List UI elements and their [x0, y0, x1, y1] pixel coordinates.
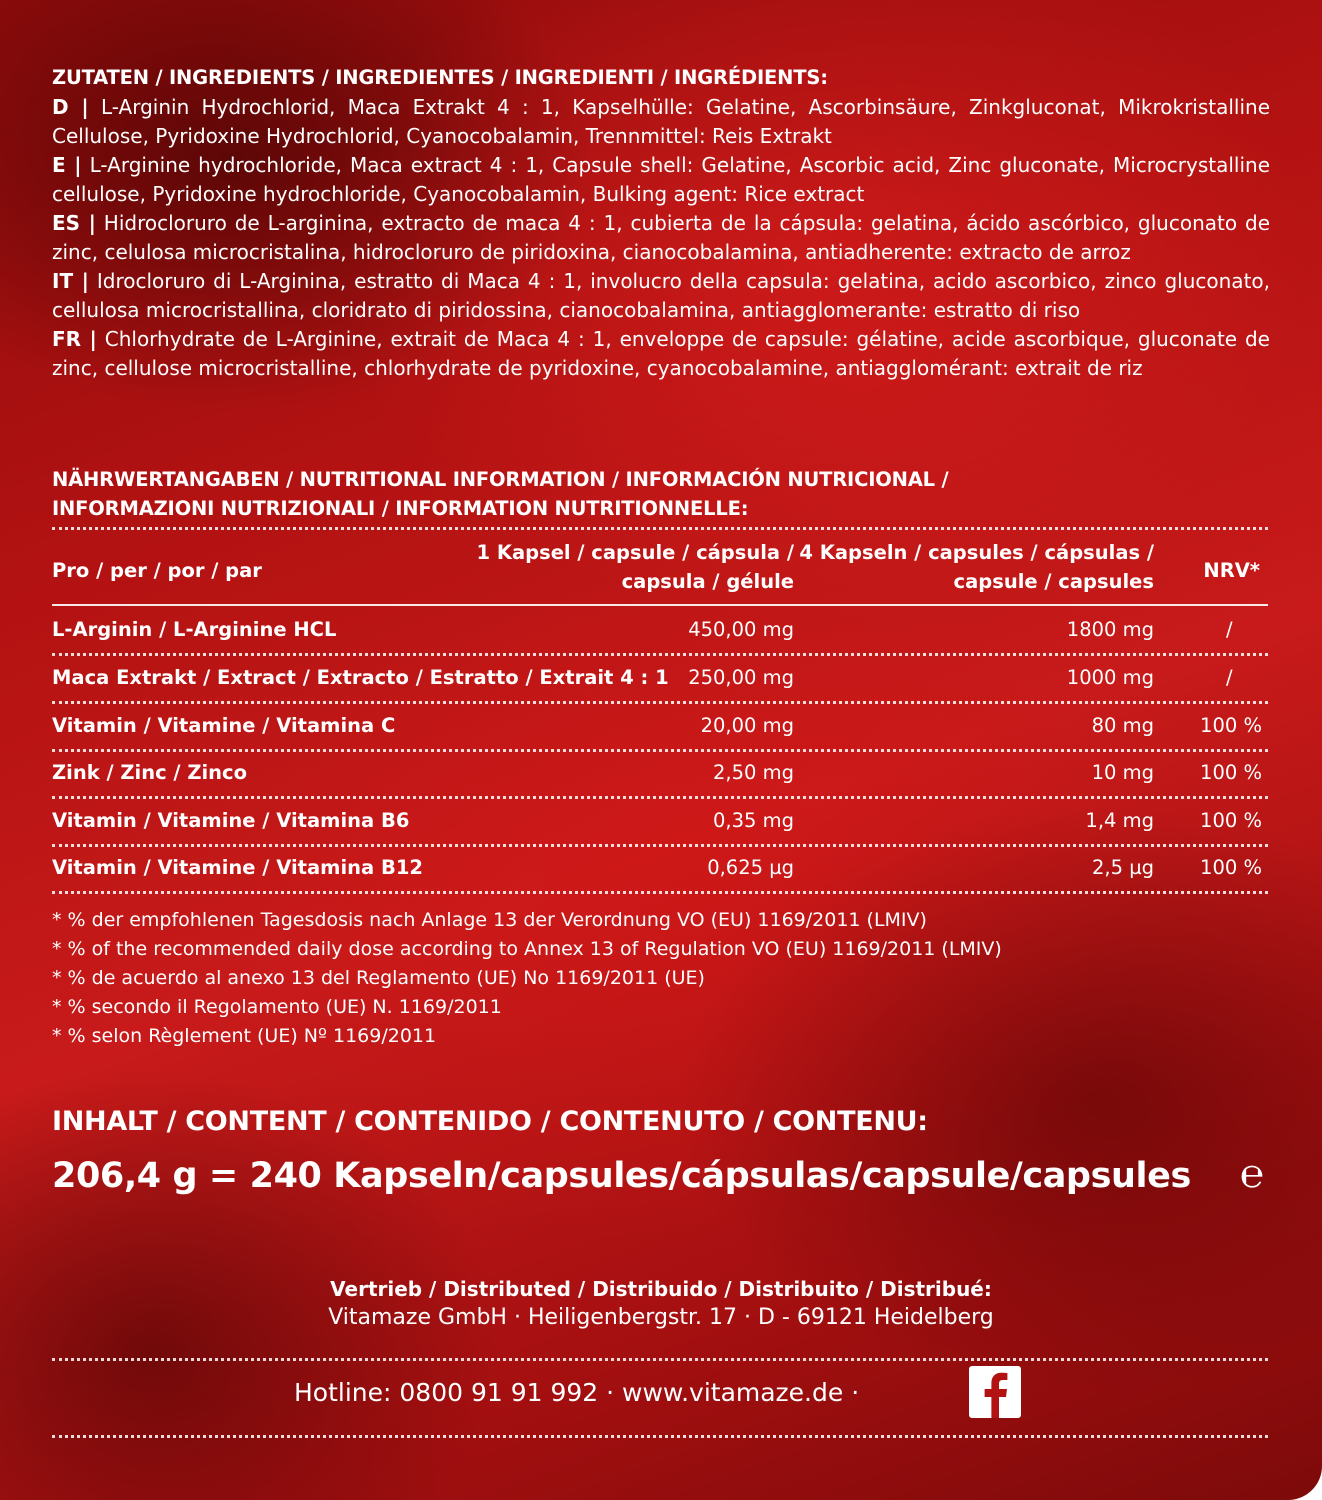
- footnote: * % selon Règlement (UE) Nº 1169/2011: [52, 1025, 437, 1047]
- amount-four-capsules: 1800 mg: [1066, 618, 1154, 641]
- nutrition-heading: [52, 465, 948, 523]
- ingredient-text: Idrocloruro di L-Arginina, estratto di Maca 4 : 1, involucro della capsula: gelatina, acido ascorbico, zinco gluconato, cellulosa microcristallina, cloridrato di piridossina, cianocobalamina, antiagglomerante: estratto di riso: [52, 269, 1270, 322]
- nrv-value: /: [1226, 618, 1233, 641]
- nrv-value: 100 %: [1200, 856, 1262, 879]
- dotted-divider: [52, 1358, 1268, 1361]
- ingredient-text: Chlorhydrate de L-Arginine, extrait de Maca 4 : 1, enveloppe de capsule: gélatine, acide ascorbique, gluconate de zinc, cellulose microcristalline, chlorhydrate de pyridoxine, cyanocobalamine, antiagglomérant: extrait de riz: [52, 327, 1270, 380]
- amount-four-capsules: 1000 mg: [1066, 666, 1154, 689]
- column-header-nrv: NRV*: [1203, 559, 1260, 582]
- amount-four-capsules: 1,4 mg: [1085, 809, 1154, 832]
- ingredient-line-en: [52, 151, 1270, 209]
- nutrition-heading-line: INFORMAZIONI NUTRIZIONALI / INFORMATION NUTRITIONNELLE:: [52, 497, 749, 520]
- ingredient-text: L-Arginine hydrochloride, Maca extract 4 : 1, Capsule shell: Gelatine, Ascorbic acid, Zinc gluconate, Microcrystalline cellulose, Pyridoxine hydrochloride, Cyanocobalamin, Bulking agent: Rice extract: [52, 153, 1270, 206]
- language-code: E |: [52, 153, 82, 177]
- dotted-divider: [52, 844, 1268, 847]
- amount-four-capsules: 2,5 µg: [1092, 856, 1154, 879]
- nrv-value: /: [1226, 666, 1233, 689]
- dotted-divider: [52, 1435, 1268, 1438]
- nutrient-name: Vitamin / Vitamine / Vitamina B12: [52, 856, 423, 879]
- nutrition-heading-line: NÄHRWERTANGABEN / NUTRITIONAL INFORMATION / INFORMACIÓN NUTRICIONAL /: [52, 468, 949, 491]
- amount-one-capsule: 0,625 µg: [707, 856, 794, 879]
- ingredient-line-de: [52, 93, 1270, 151]
- dotted-divider: [52, 749, 1268, 752]
- dotted-divider: [52, 527, 1268, 530]
- footnote: * % of the recommended daily dose according to Annex 13 of Regulation VO (EU) 1169/2011 (LMIV): [52, 938, 1002, 960]
- nrv-value: 100 %: [1200, 761, 1262, 784]
- ingredients-heading: ZUTATEN / INGREDIENTS / INGREDIENTES / INGREDIENTI / INGRÉDIENTS:: [52, 66, 828, 89]
- column-header-line: 4 Kapseln / capsules / cápsulas /: [799, 541, 1154, 564]
- column-header-per: Pro / per / por / par: [52, 559, 262, 582]
- amount-one-capsule: 450,00 mg: [688, 618, 794, 641]
- ingredient-line-es: [52, 209, 1270, 267]
- language-code: IT |: [52, 269, 89, 293]
- nrv-value: 100 %: [1200, 714, 1262, 737]
- footnote: * % de acuerdo al anexo 13 del Reglamento (UE) No 1169/2011 (UE): [52, 967, 705, 989]
- nutrient-name: Vitamin / Vitamine / Vitamina C: [52, 714, 396, 737]
- dotted-divider: [52, 701, 1268, 704]
- table-header-rule: [52, 604, 1268, 606]
- nutrient-name: Zink / Zinc / Zinco: [52, 761, 247, 784]
- language-code: FR |: [52, 327, 97, 351]
- amount-one-capsule: 2,50 mg: [713, 761, 794, 784]
- estimated-sign-icon: ℮: [1240, 1151, 1265, 1197]
- language-code: D |: [52, 95, 89, 119]
- content-value: 206,4 g = 240 Kapseln/capsules/cápsulas/capsule/capsules: [52, 1156, 1191, 1196]
- dotted-divider: [52, 796, 1268, 799]
- footnote: * % der empfohlenen Tagesdosis nach Anlage 13 der Verordnung VO (EU) 1169/2011 (LMIV): [52, 909, 927, 931]
- amount-four-capsules: 10 mg: [1091, 761, 1154, 784]
- column-header-one-capsule: [430, 538, 794, 596]
- column-header-four-capsules: [780, 538, 1154, 596]
- ingredient-text: L-Arginin Hydrochlorid, Maca Extrakt 4 : 1, Kapselhülle: Gelatine, Ascorbinsäure, Zinkgluconat, Mikrokristalline Cellulose, Pyridoxine Hydrochlorid, Cyanocobalamin, Trennmittel: Reis Extrakt: [52, 95, 1271, 148]
- nrv-value: 100 %: [1200, 809, 1262, 832]
- content-heading: INHALT / CONTENT / CONTENIDO / CONTENUTO / CONTENU:: [52, 1106, 928, 1137]
- dotted-divider: [52, 653, 1268, 656]
- nutrient-name: Vitamin / Vitamine / Vitamina B6: [52, 809, 410, 832]
- distributor-address: Vitamaze GmbH · Heiligenbergstr. 17 · D - 69121 Heidelberg: [328, 1305, 994, 1330]
- footnote: * % secondo il Regolamento (UE) N. 1169/2011: [52, 996, 502, 1018]
- column-header-line: 1 Kapsel / capsule / cápsula /: [476, 541, 794, 564]
- ingredient-text: Hidrocloruro de L-arginina, extracto de maca 4 : 1, cubierta de la cápsula: gelatina, ácido ascórbico, gluconato de zinc, celulosa microcristalina, hidrocloruro de piridoxina, cianocobalamina, antiadherente: extracto de arroz: [52, 211, 1270, 264]
- distribution-heading: Vertrieb / Distributed / Distribuido / Distribuito / Distribué:: [330, 1277, 992, 1301]
- hotline-text: Hotline: 0800 91 91 992 · www.vitamaze.de ·: [294, 1378, 860, 1407]
- amount-one-capsule: 250,00 mg: [688, 666, 794, 689]
- nutrient-name: Maca Extrakt / Extract / Extracto / Estratto / Extrait 4 : 1: [52, 666, 669, 689]
- footnotes: [52, 906, 1002, 1051]
- amount-four-capsules: 80 mg: [1091, 714, 1154, 737]
- column-header-line: capsula / gélule: [621, 570, 794, 593]
- ingredients-list: [52, 93, 1270, 383]
- ingredient-line-fr: [52, 325, 1270, 383]
- column-header-line: capsule / capsules: [953, 570, 1154, 593]
- nutrient-name: L-Arginin / L-Arginine HCL: [52, 618, 337, 641]
- dotted-divider: [52, 891, 1268, 894]
- amount-one-capsule: 20,00 mg: [700, 714, 794, 737]
- ingredient-line-it: [52, 267, 1270, 325]
- language-code: ES |: [52, 211, 96, 235]
- facebook-icon: [969, 1366, 1021, 1418]
- amount-one-capsule: 0,35 mg: [713, 809, 794, 832]
